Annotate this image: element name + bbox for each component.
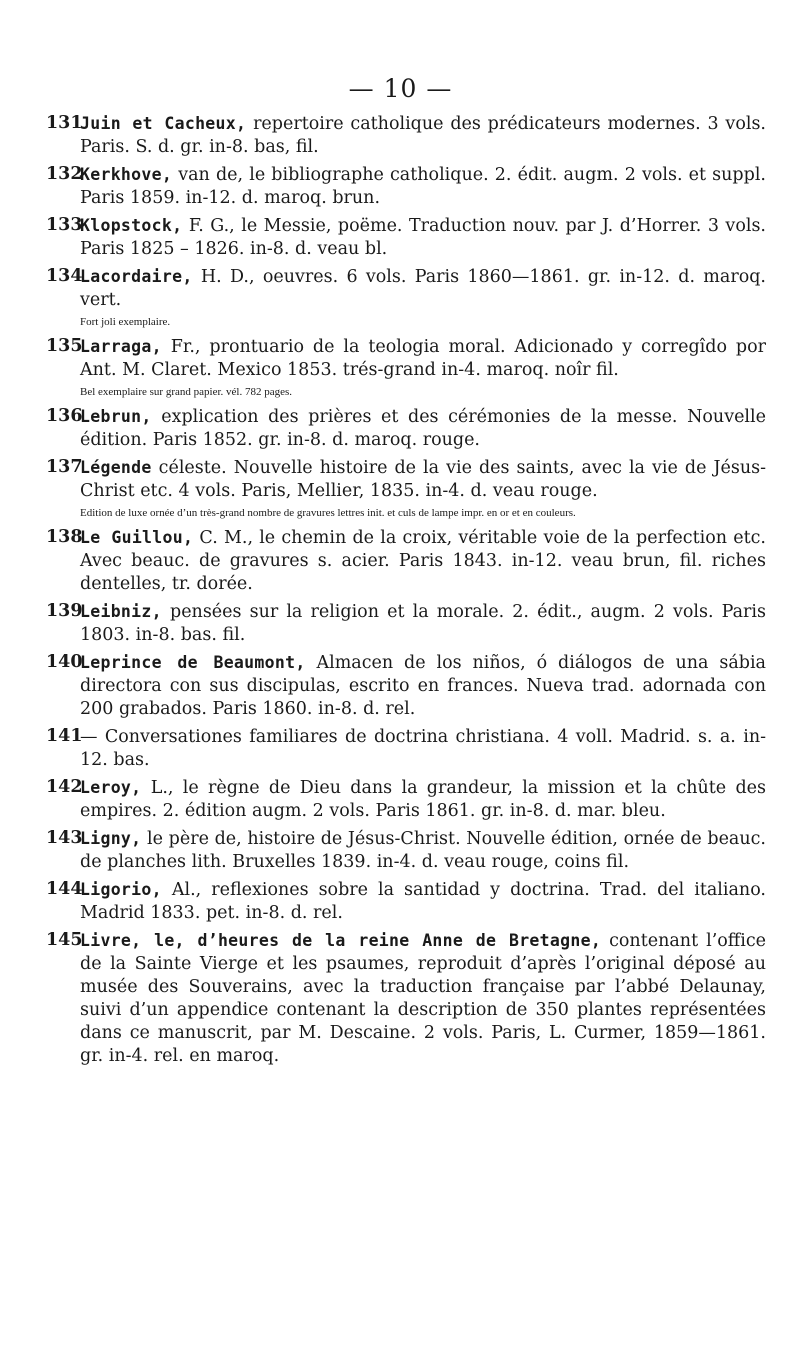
entry-author: Lacordaire,	[80, 267, 193, 286]
catalogue-entry	[46, 405, 766, 452]
entry-number: 141	[46, 726, 83, 746]
entry-author: Leprince de Beaumont,	[80, 653, 306, 672]
entry-body	[80, 827, 766, 874]
entry-author: Juin et Cacheux,	[80, 114, 247, 133]
catalogue-entry	[46, 526, 766, 596]
entry-body	[80, 725, 766, 772]
entry-number: 134	[46, 266, 83, 286]
entry-number: 132	[46, 164, 83, 184]
entry-author: Ligny,	[80, 829, 142, 848]
entry-number: 131	[46, 113, 83, 133]
catalogue-entry	[46, 929, 766, 1068]
entry-note: Fort joli exemplaire.	[80, 316, 171, 328]
entry-description: contenant l’office de la Sainte Vierge et les psaumes, reproduit d’après l’original déposé au musée des Souverains, avec la traduction française par l’abbé Delaunay, suivi d’un appendice contenant la description de 350 plantes représentées dans ce manuscrit, par M. Descaine. 2 vols. Paris, L. Curmer, 1859—1861. gr. in-4. rel. en maroq.	[80, 931, 766, 1066]
entry-body	[80, 456, 766, 522]
entry-body	[80, 112, 766, 159]
entry-number: 142	[46, 777, 83, 797]
entry-author: Leroy,	[80, 778, 142, 797]
entry-body	[80, 405, 766, 452]
entry-number: 136	[46, 406, 83, 426]
entry-author: Livre, le, d’heures de la reine Anne de Bretagne,	[80, 931, 602, 950]
catalogue-entry	[46, 214, 766, 261]
catalogue-entry	[46, 651, 766, 721]
entry-description: Al., reflexiones sobre la santidad y doctrina. Trad. del italiano. Madrid 1833. pet. in-8. d. rel.	[80, 880, 766, 923]
entry-number: 133	[46, 215, 83, 235]
entry-number: 140	[46, 652, 83, 672]
entry-body	[80, 214, 766, 261]
catalogue-entry	[46, 335, 766, 401]
entry-description: céleste. Nouvelle histoire de la vie des saints, avec la vie de Jésus-Christ etc. 4 vols. Paris, Mellier, 1835. in-4. d. veau rouge.	[80, 458, 766, 501]
entry-note: Edition de luxe ornée d’un très-grand nombre de gravures lettres init. et culs de lampe impr. en or et en couleurs.	[80, 507, 576, 519]
entry-number: 143	[46, 828, 83, 848]
entry-body	[80, 878, 766, 925]
entry-body	[80, 163, 766, 210]
entry-description: pensées sur la religion et la morale. 2. édit., augm. 2 vols. Paris 1803. in-8. bas. fil.	[80, 602, 766, 645]
entry-description: Fr., prontuario de la teologia moral. Adicionado y corregîdo por Ant. M. Claret. Mexico 1853. trés-grand in-4. maroq. noîr fil.	[80, 337, 766, 380]
entry-body	[80, 600, 766, 647]
entry-body	[80, 651, 766, 721]
catalogue-entry	[46, 725, 766, 772]
entry-body	[80, 526, 766, 596]
entry-description: L., le règne de Dieu dans la grandeur, la mission et la chûte des empires. 2. édition augm. 2 vols. Paris 1861. gr. in-8. d. mar. bleu.	[80, 778, 766, 821]
entry-body	[80, 265, 766, 331]
catalogue-entry	[46, 827, 766, 874]
catalogue-entry	[46, 600, 766, 647]
entry-description: repertoire catholique des prédicateurs modernes. 3 vols. Paris. S. d. gr. in-8. bas, fil.	[80, 114, 766, 157]
entry-author: Ligorio,	[80, 880, 162, 899]
entry-description: F. G., le Messie, poëme. Traduction nouv. par J. d’Horrer. 3 vols. Paris 1825 – 1826. in-8. d. veau bl.	[80, 216, 766, 259]
entry-body	[80, 335, 766, 401]
entry-author: Kerkhove,	[80, 165, 173, 184]
entry-number: 144	[46, 879, 83, 899]
entry-description: explication des prières et des cérémonies de la messe. Nouvelle édition. Paris 1852. gr. in-8. d. maroq. rouge.	[80, 407, 766, 450]
entry-author: Larraga,	[80, 337, 162, 356]
catalogue-entry	[46, 878, 766, 925]
catalogue-entry	[46, 163, 766, 210]
entry-number: 145	[46, 930, 83, 950]
entry-body	[80, 929, 766, 1068]
catalogue-entry	[46, 265, 766, 331]
entry-number: 135	[46, 336, 83, 356]
entry-author: Le Guillou,	[80, 528, 194, 547]
entry-author: Klopstock,	[80, 216, 183, 235]
catalogue-entry	[46, 776, 766, 823]
entry-description: H. D., oeuvres. 6 vols. Paris 1860—1861. gr. in-12. d. maroq. vert.	[80, 267, 766, 310]
entry-list	[46, 112, 766, 1072]
entry-number: 139	[46, 601, 83, 621]
entry-author: Leibniz,	[80, 602, 162, 621]
entry-number: 138	[46, 527, 83, 547]
entry-author: Lebrun,	[80, 407, 152, 426]
entry-number: 137	[46, 457, 83, 477]
entry-description: C. M., le chemin de la croix, véritable voie de la perfection etc. Avec beauc. de gravures s. acier. Paris 1843. in-12. veau brun, fil. riches dentelles, tr. dorée.	[80, 528, 766, 594]
catalogue-entry	[46, 112, 766, 159]
entry-description: van de, le bibliographe catholique. 2. édit. augm. 2 vols. et suppl. Paris 1859. in-12. d. maroq. brun.	[80, 165, 766, 208]
entry-note: Bel exemplaire sur grand papier. vél. 782 pages.	[80, 386, 292, 398]
entry-description: le père de, histoire de Jésus-Christ. Nouvelle édition, ornée de beauc. de planches lith. Bruxelles 1839. in-4. d. veau rouge, coins fil.	[80, 829, 766, 872]
entry-description: — Conversationes familiares de doctrina christiana. 4 voll. Madrid. s. a. in-12. bas.	[80, 727, 766, 770]
entry-body	[80, 776, 766, 823]
entry-author: Légende	[80, 458, 152, 477]
catalogue-entry	[46, 456, 766, 522]
entry-description: Almacen de los niños, ó diálogos de una sábia directora con sus discipulas, escrito en frances. Nueva trad. adornada con 200 grabados. Paris 1860. in-8. d. rel.	[80, 653, 766, 719]
page-number: — 10 —	[348, 74, 453, 103]
